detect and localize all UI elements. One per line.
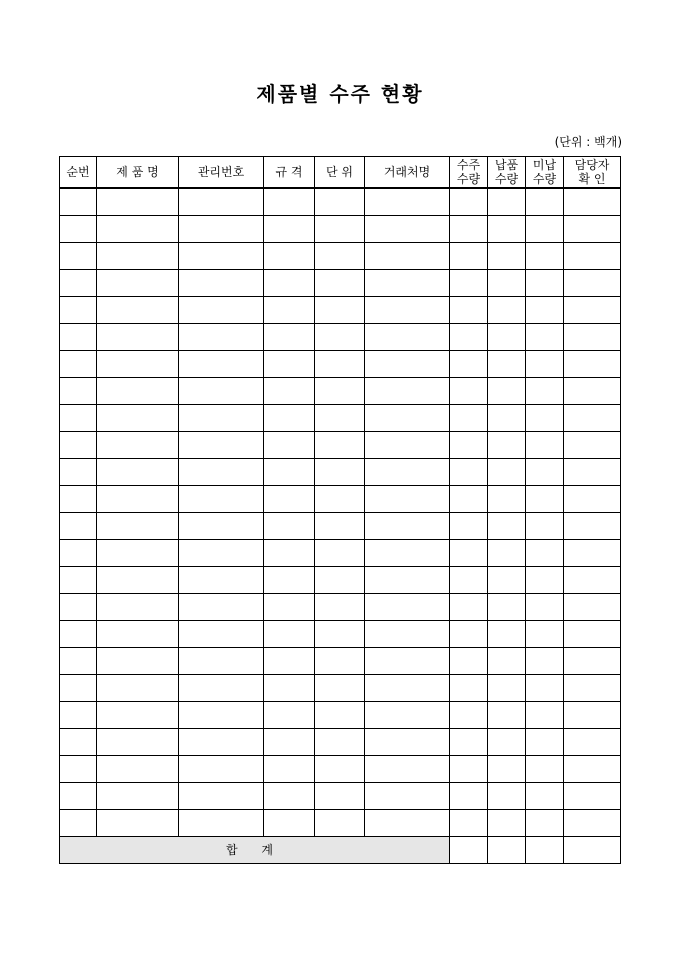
cell-mgmt-no[interactable] bbox=[179, 675, 264, 702]
table-row bbox=[60, 621, 621, 648]
cell-spec[interactable] bbox=[264, 486, 315, 513]
cell-product[interactable] bbox=[97, 567, 179, 594]
cell-undeliv-qty[interactable] bbox=[526, 378, 564, 405]
cell-manager[interactable] bbox=[564, 567, 621, 594]
cell-client[interactable] bbox=[365, 783, 450, 810]
cell-unit[interactable] bbox=[315, 675, 365, 702]
cell-seq[interactable] bbox=[60, 432, 97, 459]
page-title: 제품별 수주 현황 bbox=[256, 82, 424, 106]
cell-order-qty[interactable] bbox=[450, 188, 488, 216]
cell-client[interactable] bbox=[365, 702, 450, 729]
cell-manager[interactable] bbox=[564, 459, 621, 486]
cell-spec[interactable] bbox=[264, 459, 315, 486]
cell-mgmt-no[interactable] bbox=[179, 188, 264, 216]
cell-product[interactable] bbox=[97, 351, 179, 378]
cell-seq[interactable] bbox=[60, 567, 97, 594]
cell-seq[interactable] bbox=[60, 270, 97, 297]
cell-deliv-qty[interactable] bbox=[488, 216, 526, 243]
cell-seq[interactable] bbox=[60, 378, 97, 405]
cell-spec[interactable] bbox=[264, 702, 315, 729]
cell-manager[interactable] bbox=[564, 648, 621, 675]
cell-spec[interactable] bbox=[264, 783, 315, 810]
cell-manager[interactable] bbox=[564, 513, 621, 540]
cell-product[interactable] bbox=[97, 188, 179, 216]
cell-mgmt-no[interactable] bbox=[179, 594, 264, 621]
cell-order-qty[interactable] bbox=[450, 567, 488, 594]
cell-undeliv-qty[interactable] bbox=[526, 324, 564, 351]
cell-seq[interactable] bbox=[60, 648, 97, 675]
cell-seq[interactable] bbox=[60, 297, 97, 324]
cell-spec[interactable] bbox=[264, 324, 315, 351]
cell-spec[interactable] bbox=[264, 810, 315, 837]
cell-spec[interactable] bbox=[264, 188, 315, 216]
cell-mgmt-no[interactable] bbox=[179, 702, 264, 729]
cell-manager[interactable] bbox=[564, 486, 621, 513]
cell-order-qty[interactable] bbox=[450, 486, 488, 513]
cell-spec[interactable] bbox=[264, 756, 315, 783]
table-row bbox=[60, 324, 621, 351]
cell-manager[interactable] bbox=[564, 216, 621, 243]
table-row bbox=[60, 783, 621, 810]
cell-client[interactable] bbox=[365, 756, 450, 783]
cell-seq[interactable] bbox=[60, 459, 97, 486]
cell-spec[interactable] bbox=[264, 675, 315, 702]
header-unit: 단 위 bbox=[315, 157, 365, 189]
cell-unit[interactable] bbox=[315, 270, 365, 297]
cell-seq[interactable] bbox=[60, 243, 97, 270]
cell-undeliv-qty[interactable] bbox=[526, 188, 564, 216]
cell-seq[interactable] bbox=[60, 810, 97, 837]
cell-mgmt-no[interactable] bbox=[179, 324, 264, 351]
cell-order-qty[interactable] bbox=[450, 594, 488, 621]
cell-order-qty[interactable] bbox=[450, 540, 488, 567]
cell-manager[interactable] bbox=[564, 432, 621, 459]
cell-product[interactable] bbox=[97, 486, 179, 513]
cell-mgmt-no[interactable] bbox=[179, 405, 264, 432]
header-seq: 순번 bbox=[60, 157, 97, 189]
cell-order-qty[interactable] bbox=[450, 648, 488, 675]
table-row bbox=[60, 540, 621, 567]
cell-order-qty[interactable] bbox=[450, 702, 488, 729]
cell-deliv-qty[interactable] bbox=[488, 729, 526, 756]
cell-client[interactable] bbox=[365, 216, 450, 243]
cell-unit[interactable] bbox=[315, 378, 365, 405]
cell-client[interactable] bbox=[365, 405, 450, 432]
cell-product[interactable] bbox=[97, 270, 179, 297]
cell-product[interactable] bbox=[97, 783, 179, 810]
header-manager-confirm: 담당자 확 인 bbox=[564, 157, 621, 189]
cell-order-qty[interactable] bbox=[450, 621, 488, 648]
cell-deliv-qty[interactable] bbox=[488, 621, 526, 648]
cell-unit[interactable] bbox=[315, 243, 365, 270]
cell-spec[interactable] bbox=[264, 243, 315, 270]
header-delivered-qty: 납품 수량 bbox=[488, 157, 526, 189]
cell-spec[interactable] bbox=[264, 405, 315, 432]
cell-seq[interactable] bbox=[60, 675, 97, 702]
cell-manager[interactable] bbox=[564, 351, 621, 378]
cell-deliv-qty[interactable] bbox=[488, 486, 526, 513]
cell-product[interactable] bbox=[97, 324, 179, 351]
cell-deliv-qty[interactable] bbox=[488, 513, 526, 540]
cell-order-qty[interactable] bbox=[450, 459, 488, 486]
cell-undeliv-qty[interactable] bbox=[526, 756, 564, 783]
table-row bbox=[60, 567, 621, 594]
cell-order-qty[interactable] bbox=[450, 324, 488, 351]
cell-product[interactable] bbox=[97, 297, 179, 324]
cell-mgmt-no[interactable] bbox=[179, 621, 264, 648]
cell-spec[interactable] bbox=[264, 216, 315, 243]
cell-seq[interactable] bbox=[60, 540, 97, 567]
cell-order-qty[interactable] bbox=[450, 297, 488, 324]
cell-manager[interactable] bbox=[564, 324, 621, 351]
cell-deliv-qty[interactable] bbox=[488, 540, 526, 567]
cell-manager[interactable] bbox=[564, 188, 621, 216]
cell-mgmt-no[interactable] bbox=[179, 270, 264, 297]
cell-seq[interactable] bbox=[60, 702, 97, 729]
cell-order-qty[interactable] bbox=[450, 378, 488, 405]
cell-seq[interactable] bbox=[60, 756, 97, 783]
header-spec: 규 격 bbox=[264, 157, 315, 189]
cell-seq[interactable] bbox=[60, 513, 97, 540]
cell-spec[interactable] bbox=[264, 270, 315, 297]
cell-client[interactable] bbox=[365, 378, 450, 405]
table-row bbox=[60, 378, 621, 405]
cell-mgmt-no[interactable] bbox=[179, 378, 264, 405]
cell-spec[interactable] bbox=[264, 567, 315, 594]
cell-product[interactable] bbox=[97, 675, 179, 702]
table-row bbox=[60, 405, 621, 432]
cell-mgmt-no[interactable] bbox=[179, 810, 264, 837]
cell-undeliv-qty[interactable] bbox=[526, 729, 564, 756]
cell-unit[interactable] bbox=[315, 297, 365, 324]
table-row bbox=[60, 243, 621, 270]
cell-deliv-qty[interactable] bbox=[488, 783, 526, 810]
cell-unit[interactable] bbox=[315, 216, 365, 243]
cell-spec[interactable] bbox=[264, 648, 315, 675]
cell-spec[interactable] bbox=[264, 351, 315, 378]
cell-spec[interactable] bbox=[264, 621, 315, 648]
cell-product[interactable] bbox=[97, 378, 179, 405]
cell-mgmt-no[interactable] bbox=[179, 486, 264, 513]
cell-seq[interactable] bbox=[60, 621, 97, 648]
cell-undeliv-qty[interactable] bbox=[526, 216, 564, 243]
cell-seq[interactable] bbox=[60, 188, 97, 216]
cell-deliv-qty[interactable] bbox=[488, 702, 526, 729]
cell-unit[interactable] bbox=[315, 648, 365, 675]
cell-manager[interactable] bbox=[564, 540, 621, 567]
cell-spec[interactable] bbox=[264, 297, 315, 324]
cell-product[interactable] bbox=[97, 513, 179, 540]
header-management-no: 관리번호 bbox=[179, 157, 264, 189]
cell-undeliv-qty[interactable] bbox=[526, 540, 564, 567]
table-row bbox=[60, 810, 621, 837]
cell-client[interactable] bbox=[365, 432, 450, 459]
cell-spec[interactable] bbox=[264, 378, 315, 405]
cell-deliv-qty[interactable] bbox=[488, 351, 526, 378]
cell-spec[interactable] bbox=[264, 729, 315, 756]
cell-unit[interactable] bbox=[315, 432, 365, 459]
cell-seq[interactable] bbox=[60, 729, 97, 756]
cell-client[interactable] bbox=[365, 540, 450, 567]
cell-deliv-qty[interactable] bbox=[488, 567, 526, 594]
table-row bbox=[60, 188, 621, 216]
total-undelivered-qty[interactable] bbox=[526, 837, 564, 864]
cell-unit[interactable] bbox=[315, 567, 365, 594]
cell-unit[interactable] bbox=[315, 486, 365, 513]
cell-product[interactable] bbox=[97, 621, 179, 648]
cell-undeliv-qty[interactable] bbox=[526, 405, 564, 432]
cell-undeliv-qty[interactable] bbox=[526, 297, 564, 324]
cell-client[interactable] bbox=[365, 243, 450, 270]
cell-deliv-qty[interactable] bbox=[488, 594, 526, 621]
cell-unit[interactable] bbox=[315, 405, 365, 432]
cell-manager[interactable] bbox=[564, 594, 621, 621]
cell-manager[interactable] bbox=[564, 297, 621, 324]
cell-client[interactable] bbox=[365, 729, 450, 756]
header-order-qty: 수주 수량 bbox=[450, 157, 488, 189]
cell-undeliv-qty[interactable] bbox=[526, 486, 564, 513]
cell-order-qty[interactable] bbox=[450, 756, 488, 783]
cell-manager[interactable] bbox=[564, 675, 621, 702]
cell-product[interactable] bbox=[97, 729, 179, 756]
total-delivered-qty[interactable] bbox=[488, 837, 526, 864]
cell-order-qty[interactable] bbox=[450, 216, 488, 243]
cell-client[interactable] bbox=[365, 621, 450, 648]
cell-undeliv-qty[interactable] bbox=[526, 513, 564, 540]
cell-undeliv-qty[interactable] bbox=[526, 432, 564, 459]
cell-deliv-qty[interactable] bbox=[488, 243, 526, 270]
cell-mgmt-no[interactable] bbox=[179, 297, 264, 324]
cell-order-qty[interactable] bbox=[450, 270, 488, 297]
cell-undeliv-qty[interactable] bbox=[526, 648, 564, 675]
cell-order-qty[interactable] bbox=[450, 351, 488, 378]
table-row bbox=[60, 216, 621, 243]
cell-undeliv-qty[interactable] bbox=[526, 594, 564, 621]
cell-undeliv-qty[interactable] bbox=[526, 351, 564, 378]
cell-manager[interactable] bbox=[564, 783, 621, 810]
cell-deliv-qty[interactable] bbox=[488, 648, 526, 675]
cell-client[interactable] bbox=[365, 567, 450, 594]
cell-undeliv-qty[interactable] bbox=[526, 810, 564, 837]
cell-product[interactable] bbox=[97, 594, 179, 621]
cell-spec[interactable] bbox=[264, 594, 315, 621]
cell-unit[interactable] bbox=[315, 188, 365, 216]
cell-manager[interactable] bbox=[564, 756, 621, 783]
table-row bbox=[60, 729, 621, 756]
cell-product[interactable] bbox=[97, 648, 179, 675]
cell-order-qty[interactable] bbox=[450, 432, 488, 459]
table-row bbox=[60, 459, 621, 486]
cell-undeliv-qty[interactable] bbox=[526, 270, 564, 297]
cell-product[interactable] bbox=[97, 756, 179, 783]
cell-deliv-qty[interactable] bbox=[488, 297, 526, 324]
cell-client[interactable] bbox=[365, 486, 450, 513]
cell-mgmt-no[interactable] bbox=[179, 648, 264, 675]
cell-client[interactable] bbox=[365, 810, 450, 837]
table-row bbox=[60, 513, 621, 540]
cell-mgmt-no[interactable] bbox=[179, 243, 264, 270]
table-row bbox=[60, 297, 621, 324]
cell-seq[interactable] bbox=[60, 324, 97, 351]
total-row bbox=[60, 837, 621, 864]
cell-deliv-qty[interactable] bbox=[488, 675, 526, 702]
cell-mgmt-no[interactable] bbox=[179, 567, 264, 594]
cell-unit[interactable] bbox=[315, 324, 365, 351]
cell-deliv-qty[interactable] bbox=[488, 378, 526, 405]
cell-manager[interactable] bbox=[564, 378, 621, 405]
cell-mgmt-no[interactable] bbox=[179, 459, 264, 486]
cell-client[interactable] bbox=[365, 351, 450, 378]
cell-manager[interactable] bbox=[564, 729, 621, 756]
cell-product[interactable] bbox=[97, 405, 179, 432]
cell-seq[interactable] bbox=[60, 486, 97, 513]
cell-unit[interactable] bbox=[315, 459, 365, 486]
header-undelivered-qty: 미납 수량 bbox=[526, 157, 564, 189]
cell-unit[interactable] bbox=[315, 540, 365, 567]
cell-order-qty[interactable] bbox=[450, 810, 488, 837]
cell-manager[interactable] bbox=[564, 405, 621, 432]
cell-product[interactable] bbox=[97, 702, 179, 729]
cell-manager[interactable] bbox=[564, 243, 621, 270]
cell-order-qty[interactable] bbox=[450, 513, 488, 540]
table-row bbox=[60, 594, 621, 621]
cell-unit[interactable] bbox=[315, 621, 365, 648]
table-row bbox=[60, 351, 621, 378]
cell-undeliv-qty[interactable] bbox=[526, 567, 564, 594]
cell-client[interactable] bbox=[365, 270, 450, 297]
cell-mgmt-no[interactable] bbox=[179, 729, 264, 756]
cell-order-qty[interactable] bbox=[450, 243, 488, 270]
cell-manager[interactable] bbox=[564, 270, 621, 297]
cell-product[interactable] bbox=[97, 216, 179, 243]
unit-note: (단위 : 백개) bbox=[554, 135, 622, 149]
cell-seq[interactable] bbox=[60, 405, 97, 432]
cell-mgmt-no[interactable] bbox=[179, 351, 264, 378]
cell-mgmt-no[interactable] bbox=[179, 432, 264, 459]
cell-mgmt-no[interactable] bbox=[179, 216, 264, 243]
order-status-table bbox=[59, 156, 621, 864]
cell-seq[interactable] bbox=[60, 216, 97, 243]
table-row bbox=[60, 756, 621, 783]
cell-manager[interactable] bbox=[564, 702, 621, 729]
cell-client[interactable] bbox=[365, 297, 450, 324]
cell-deliv-qty[interactable] bbox=[488, 405, 526, 432]
cell-unit[interactable] bbox=[315, 756, 365, 783]
cell-deliv-qty[interactable] bbox=[488, 459, 526, 486]
cell-client[interactable] bbox=[365, 594, 450, 621]
cell-deliv-qty[interactable] bbox=[488, 188, 526, 216]
cell-undeliv-qty[interactable] bbox=[526, 459, 564, 486]
cell-client[interactable] bbox=[365, 459, 450, 486]
cell-client[interactable] bbox=[365, 513, 450, 540]
cell-mgmt-no[interactable] bbox=[179, 756, 264, 783]
cell-product[interactable] bbox=[97, 810, 179, 837]
cell-unit[interactable] bbox=[315, 594, 365, 621]
cell-unit[interactable] bbox=[315, 783, 365, 810]
cell-manager[interactable] bbox=[564, 621, 621, 648]
cell-unit[interactable] bbox=[315, 729, 365, 756]
cell-product[interactable] bbox=[97, 432, 179, 459]
table-row bbox=[60, 432, 621, 459]
cell-seq[interactable] bbox=[60, 783, 97, 810]
table-row bbox=[60, 486, 621, 513]
cell-spec[interactable] bbox=[264, 432, 315, 459]
total-manager-confirm[interactable] bbox=[564, 837, 621, 864]
cell-manager[interactable] bbox=[564, 810, 621, 837]
cell-product[interactable] bbox=[97, 540, 179, 567]
cell-undeliv-qty[interactable] bbox=[526, 243, 564, 270]
table-row bbox=[60, 675, 621, 702]
cell-unit[interactable] bbox=[315, 351, 365, 378]
table-header-row bbox=[60, 157, 621, 189]
cell-deliv-qty[interactable] bbox=[488, 324, 526, 351]
cell-client[interactable] bbox=[365, 675, 450, 702]
cell-seq[interactable] bbox=[60, 351, 97, 378]
cell-order-qty[interactable] bbox=[450, 783, 488, 810]
total-label: 합 계 bbox=[60, 837, 450, 864]
cell-deliv-qty[interactable] bbox=[488, 432, 526, 459]
total-order-qty[interactable] bbox=[450, 837, 488, 864]
cell-mgmt-no[interactable] bbox=[179, 540, 264, 567]
cell-undeliv-qty[interactable] bbox=[526, 675, 564, 702]
table-row bbox=[60, 270, 621, 297]
cell-product[interactable] bbox=[97, 243, 179, 270]
cell-deliv-qty[interactable] bbox=[488, 810, 526, 837]
cell-mgmt-no[interactable] bbox=[179, 513, 264, 540]
cell-client[interactable] bbox=[365, 648, 450, 675]
header-product-name: 제 품 명 bbox=[97, 157, 179, 189]
table-row bbox=[60, 702, 621, 729]
cell-mgmt-no[interactable] bbox=[179, 783, 264, 810]
cell-undeliv-qty[interactable] bbox=[526, 702, 564, 729]
cell-client[interactable] bbox=[365, 324, 450, 351]
cell-unit[interactable] bbox=[315, 702, 365, 729]
cell-undeliv-qty[interactable] bbox=[526, 783, 564, 810]
header-client-name: 거래처명 bbox=[365, 157, 450, 189]
cell-order-qty[interactable] bbox=[450, 729, 488, 756]
cell-unit[interactable] bbox=[315, 810, 365, 837]
cell-deliv-qty[interactable] bbox=[488, 270, 526, 297]
table-row bbox=[60, 648, 621, 675]
cell-undeliv-qty[interactable] bbox=[526, 621, 564, 648]
cell-deliv-qty[interactable] bbox=[488, 756, 526, 783]
cell-seq[interactable] bbox=[60, 594, 97, 621]
cell-unit[interactable] bbox=[315, 513, 365, 540]
cell-order-qty[interactable] bbox=[450, 675, 488, 702]
cell-spec[interactable] bbox=[264, 513, 315, 540]
cell-spec[interactable] bbox=[264, 540, 315, 567]
cell-product[interactable] bbox=[97, 459, 179, 486]
cell-client[interactable] bbox=[365, 188, 450, 216]
cell-order-qty[interactable] bbox=[450, 405, 488, 432]
